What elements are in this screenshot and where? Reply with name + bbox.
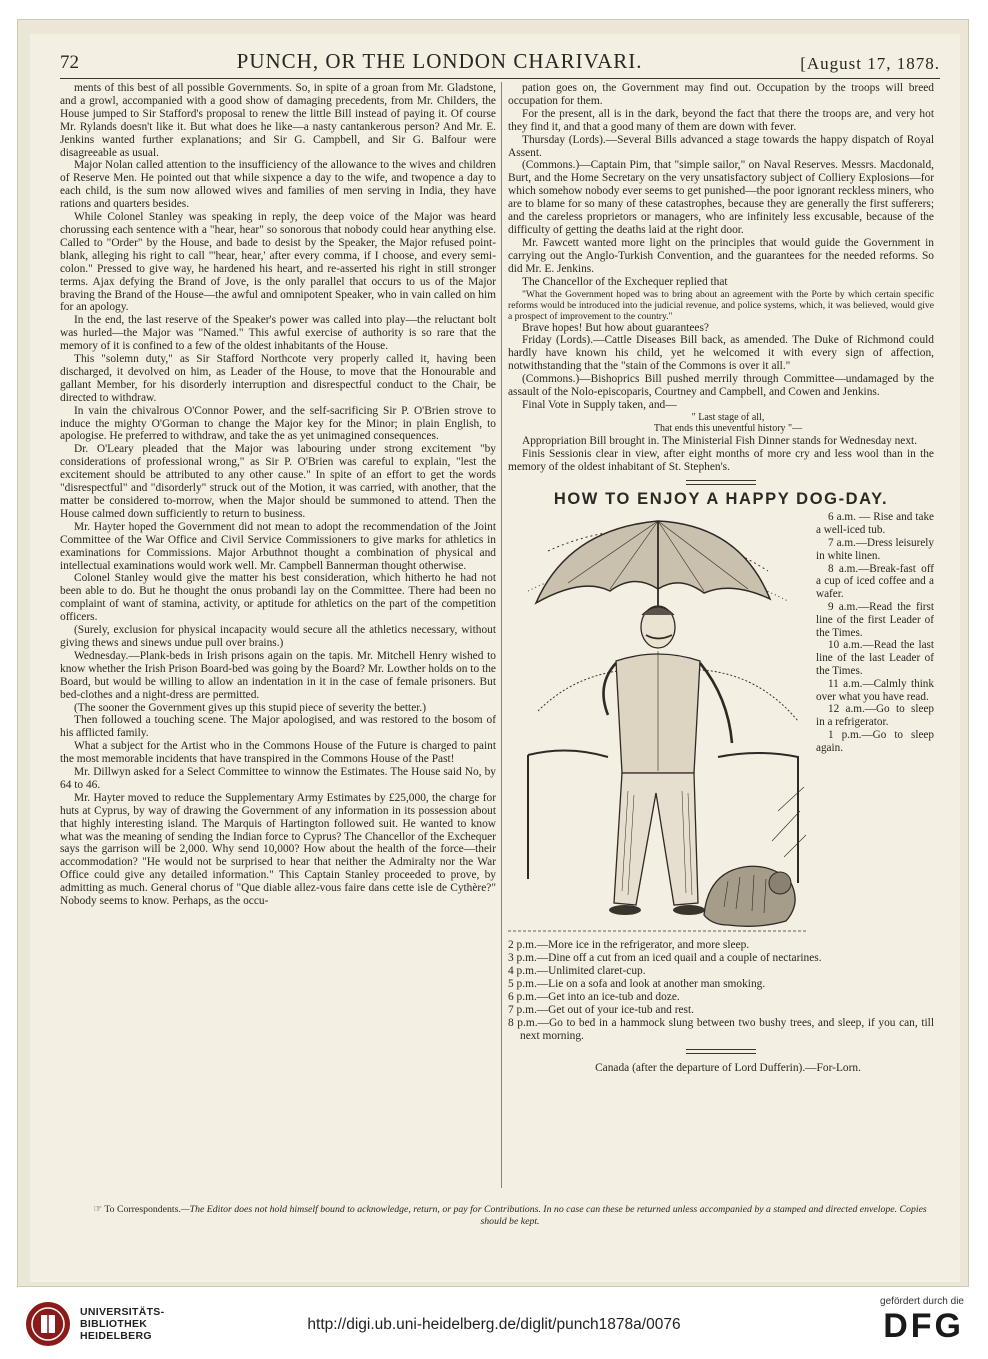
- article-paragraph: What a subject for the Artist who in the Commons House of the Future is charged to paint the most memorable incidents that have transpired in the Commons House of the Past!: [60, 740, 496, 766]
- article-paragraph: Major Nolan called attention to the insufficiency of the allowance to the wives and children of Reserve Men. He pointed out that while sixpence a day to the wife, and twopence a day to each child, is the sum now allowed wives and families of men serving in India, they have rations and quarters besides.: [60, 159, 496, 211]
- article-paragraph: Mr. Hayter hoped the Government did not mean to adopt the recommendation of the Joint Committee of the War Office and Civil Service Commissioners to give marks for athletics in examinations for Commissions. Major Arbuthnot thought a combination of physical and intellectual examinations would work well. Mr. Campbell Bannerman thought otherwise.: [60, 520, 496, 572]
- article-paragraph: Appropriation Bill brought in. The Ministerial Fish Dinner stands for Wednesday next.: [522, 434, 918, 447]
- schedule-item: 1 p.m.—Go to sleep again.: [816, 729, 934, 754]
- chancellor-quote: "What the Government hoped was to bring about an agreement with the Porte by which certain specific reforms would be introduced into the judicial revenue, and police systems, which, it was believed, would give a prospect of improvement to the country.": [508, 288, 934, 322]
- right-column: [508, 82, 934, 1188]
- dog-day-feature: [508, 511, 934, 939]
- source-url-link[interactable]: http://digi.ub.uni-heidelberg.de/diglit/punch1878a/0076: [307, 1316, 681, 1333]
- article-paragraph: (Commons.)—Bishoprics Bill pushed merrily through Committee—undamaged by the assault of the Nolo-episcoparis, Courtney and Campbell, and Cowen and Jenkins.: [508, 373, 934, 399]
- library-name-line-3: HEIDELBERG: [80, 1330, 152, 1342]
- correspondents-notice: [90, 1204, 930, 1228]
- article-paragraph: Dr. O'Leary pleaded that the Major was labouring under strong excitement "by considerations of professional wrong," as Sir P. O'Brien was careful to explain, "lest the excitement should be attributed to any other cause." In spite of an effort to get the words "disrespectful" and "disorderly" struck out of the Motion, it was carried, with another, that the matter be considered to-morrow, when the Major should be summoned to attend. Then the House calmed down sufficiently to return to business.: [60, 443, 496, 520]
- article-paragraph: (Surely, exclusion for physical incapacity would secure all the athletics necessary, without giving thews and sinews undue pull over brains.): [60, 624, 496, 649]
- article-paragraph: While Colonel Stanley was speaking in reply, the deep voice of the Major was heard chorussing each sentence with a "hear, hear" so sonorous that nobody could hear anything else. Called to "Order" by the House, and bade to desist by the Speaker, the Major refused point-blank, alleging his right to call "'hear, hear,' after every comma, if I choose, and every semi-colon." Pressed to give way, he hardened his heart, and re-asserted his right in still stronger terms. Ajax defying the Brand of Jove, is the only parallel that occurs to us of the Major braving the Brand of the House—the awful and omnipotent Speaker, who in vain called on him for an apology.: [60, 211, 496, 314]
- schedule-item: 2 p.m.—More ice in the refrigerator, and more sleep.: [508, 939, 750, 952]
- article-paragraph: Thursday (Lords).—Several Bills advanced a stage towards the happy dispatch of Royal Assent.: [508, 133, 934, 159]
- article-paragraph: Mr. Hayter moved to reduce the Supplementary Army Estimates by £25,000, the charge for huts at Cyprus, by way of drawing the Government of any information in its possession about that highly interesting island. The Marquis of Hartington followed suit. He wanted to know what was the meaning of sending the Indian force to Cyprus? The Chancellor of the Exchequer says the garrison will be 2,000. Why send 10,000? How about the health of the force—their accommodation? "He would not be surprised to hear that neither the Admiralty nor the War Office could give any detailed information." This Captain Stanley proceeded to prove, by admitting as much. General chorus of "Que diable allez-vous faire dans cette isle de Cythère?" Nobody seems to know. Perhaps, as the occu-: [60, 791, 496, 908]
- article-paragraph: Finis Sessionis clear in view, after eight months of more cry and less wool than in the memory of the oldest inhabitant of St. Stephen's.: [508, 447, 934, 473]
- schedule-item: 8 p.m.—Go to bed in a hammock slung between two bushy trees, and sleep, if you can, till next morning.: [508, 1016, 934, 1042]
- schedule-item: 9 a.m.—Read the first line of the first Leader of the Times.: [816, 601, 934, 639]
- funder-name: DFG: [883, 1307, 964, 1345]
- article-paragraph: Colonel Stanley would give the matter his best consideration, which hitherto he had not been able to do. But he thought the onus probandi lay on the Committee. There had been no complaint of want of stamina, activity, or aptitude for athletics on the part of the competition officers.: [60, 572, 496, 624]
- dog-day-title: HOW TO ENJOY A HAPPY DOG-DAY.: [553, 489, 889, 508]
- funder-logo[interactable]: [880, 1296, 964, 1345]
- schedule-item: 11 a.m.—Calmly think over what you have read.: [816, 677, 934, 703]
- article-paragraph: Brave hopes! But how about guarantees?: [522, 321, 709, 334]
- schedule-item: 6 p.m.—Get into an ice-tub and doze.: [508, 991, 680, 1004]
- page-number: 72: [60, 52, 79, 73]
- article-paragraph: Final Vote in Supply taken, and—: [522, 398, 677, 411]
- schedule-item: 4 p.m.—Unlimited claret-cup.: [508, 965, 646, 978]
- column-rule: [501, 82, 502, 1188]
- library-name-line-1: UNIVERSITÄTS-: [80, 1306, 165, 1318]
- notice-heading: ☞ To Correspondents.: [93, 1204, 181, 1215]
- schedule-item: 8 a.m.—Break-fast off a cup of iced coffee and a wafer.: [816, 562, 934, 601]
- page-content: [30, 34, 960, 1282]
- article-paragraph: In vain the chivalrous O'Connor Power, and the self-sacrificing Sir P. O'Brien strove to induce the mighty O'Gorman to change the Major key for the Minor; in plain English, to apologise. He preferred to withdraw, and take the as yet unimagined consequences.: [60, 404, 496, 443]
- section-divider: [686, 480, 756, 485]
- article-paragraph: The Chancellor of the Exchequer replied that: [522, 275, 728, 288]
- article-paragraph: (The sooner the Government gives up this stupid piece of severity the better.): [74, 701, 427, 714]
- article-paragraph: Wednesday.—Plank-beds in Irish prisons again on the tapis. Mr. Mitchell Henry wished to know whether the Irish Prison Board-bed was going by the Board? Mr. Lowther holds on to the Board, but would be willing to allow an indentation in it in the case of female prisoners. But bed-clothes and a night-dress are permitted.: [60, 649, 496, 701]
- article-paragraph: Mr. Fawcett wanted more light on the principles that would guide the Government in carrying out the Anglo-Turkish Convention, and the guarantees for the needed reforms. So did Mr. E. Jenkins.: [508, 236, 934, 275]
- schedule-item: 12 a.m.—Go to sleep in a refrigerator.: [816, 703, 934, 729]
- page-header: [60, 42, 940, 79]
- verse-line-2: That ends this uneventful history "—: [653, 423, 803, 435]
- parliament-report-closing: [508, 435, 934, 474]
- verse-line-1: " Last stage of all,: [691, 411, 765, 423]
- schedule-item: 6 a.m. — Rise and take a well-iced tub.: [816, 511, 934, 537]
- article-paragraph: For the present, all is in the dark, beyond the fact that there the troops are, and very hot they find it, and that a good many of them are down with fever.: [508, 107, 934, 133]
- schedule-item: 10 a.m.—Read the last line of the last Leader of the Times.: [816, 639, 934, 678]
- article-paragraph: Mr. Dillwyn asked for a Select Committee to winnow the Estimates. The House said No, by 64 to 46.: [60, 766, 496, 791]
- periodical-title: PUNCH, OR THE LONDON CHARIVARI.: [236, 49, 643, 73]
- parliament-report-continued: [508, 82, 934, 289]
- library-name-line-2: BIBLIOTHEK: [80, 1318, 148, 1330]
- article-paragraph: In the end, the last reserve of the Speaker's power was called into play—the reluctant bolt was hurled—the Major was "Named." This awful exercise of authority is so rare that the memory of it is confined to a few of the oldest inhabitants of the House.: [60, 314, 496, 353]
- article-paragraph: ments of this best of all possible Governments. So, in spite of a groan from Mr. Gladstone, and a growl, accompanied with a good show of damaging precedents, from Mr. Childers, the House jumped to Sir Stafford's proposal to renew the little Bill instead of paying it. Of course Mr. Rylands doesn't like it. But what does he like—a nasty cantankerous person? And Mr. E. Jenkins wanted further explanations; and Sir G. Campbell, and Sir G. Balfour were disagreeable as usual.: [60, 82, 496, 159]
- afternoon-schedule: [508, 939, 934, 1042]
- canada-epigram: Canada (after the departure of Lord Dufferin).—For-Lorn.: [595, 1061, 861, 1074]
- schedule-item: 3 p.m.—Dine off a cut from an iced quail and a couple of nectarines.: [508, 952, 822, 965]
- morning-schedule: [816, 511, 934, 754]
- schedule-item: 7 a.m.—Dress leisurely in white linen.: [816, 537, 934, 562]
- schedule-item: 5 p.m.—Lie on a sofa and look at another man smoking.: [508, 978, 766, 991]
- section-divider: [686, 1049, 756, 1054]
- schedule-item: 7 p.m.—Get out of your ice-tub and rest.: [508, 1004, 695, 1016]
- funder-caption: gefördert durch die: [880, 1296, 964, 1307]
- parliament-report-friday: [508, 322, 934, 412]
- article-paragraph: Then followed a touching scene. The Major apologised, and was restored to the bosom of his afflicted family.: [60, 714, 496, 740]
- article-paragraph: pation goes on, the Government may find out. Occupation by the troops will breed occupation for them.: [508, 82, 934, 107]
- article-paragraph: Friday (Lords).—Cattle Diseases Bill back, as amended. The Duke of Richmond could hardly have known his child, yet he welcomed it with every sign of affection, notwithstanding that the "stain of the Commons is over it all.": [508, 334, 934, 373]
- issue-date: [August 17, 1878.: [800, 54, 940, 73]
- notice-text: —The Editor does not hold himself bound to acknowledge, return, or pay for Contributions. In no case can these be returned unless accompanied by a stamped and directed envelope. Copies should be kept.: [180, 1204, 927, 1227]
- left-column: [60, 82, 496, 1188]
- man-with-umbrella-and-dog-illustration: [508, 511, 808, 939]
- article-paragraph: (Commons.)—Captain Pim, that "simple sailor," on Naval Reserves. Messrs. Macdonald, Burt, and the Home Secretary on the very unsatisfactory subject of Colliery Explosions—for which somehow nobody ever seems to get punished—the poor ignorant reckless miners, who are to blame for so many of these catastrophes, because they are generally the first sufferers; and the careless proprietors or managers, who are infinitely less excusable, because of the difficulty of getting the deaths laid at the right door.: [508, 159, 934, 236]
- article-paragraph: This "solemn duty," as Sir Stafford Northcote very properly called it, having been discharged, it devolved on him, as Leader of the House, to move that the Honourable and gallant Member, for his disorderly interruption and disrespectful conduct to the Chair, be directed to withdraw.: [60, 353, 496, 404]
